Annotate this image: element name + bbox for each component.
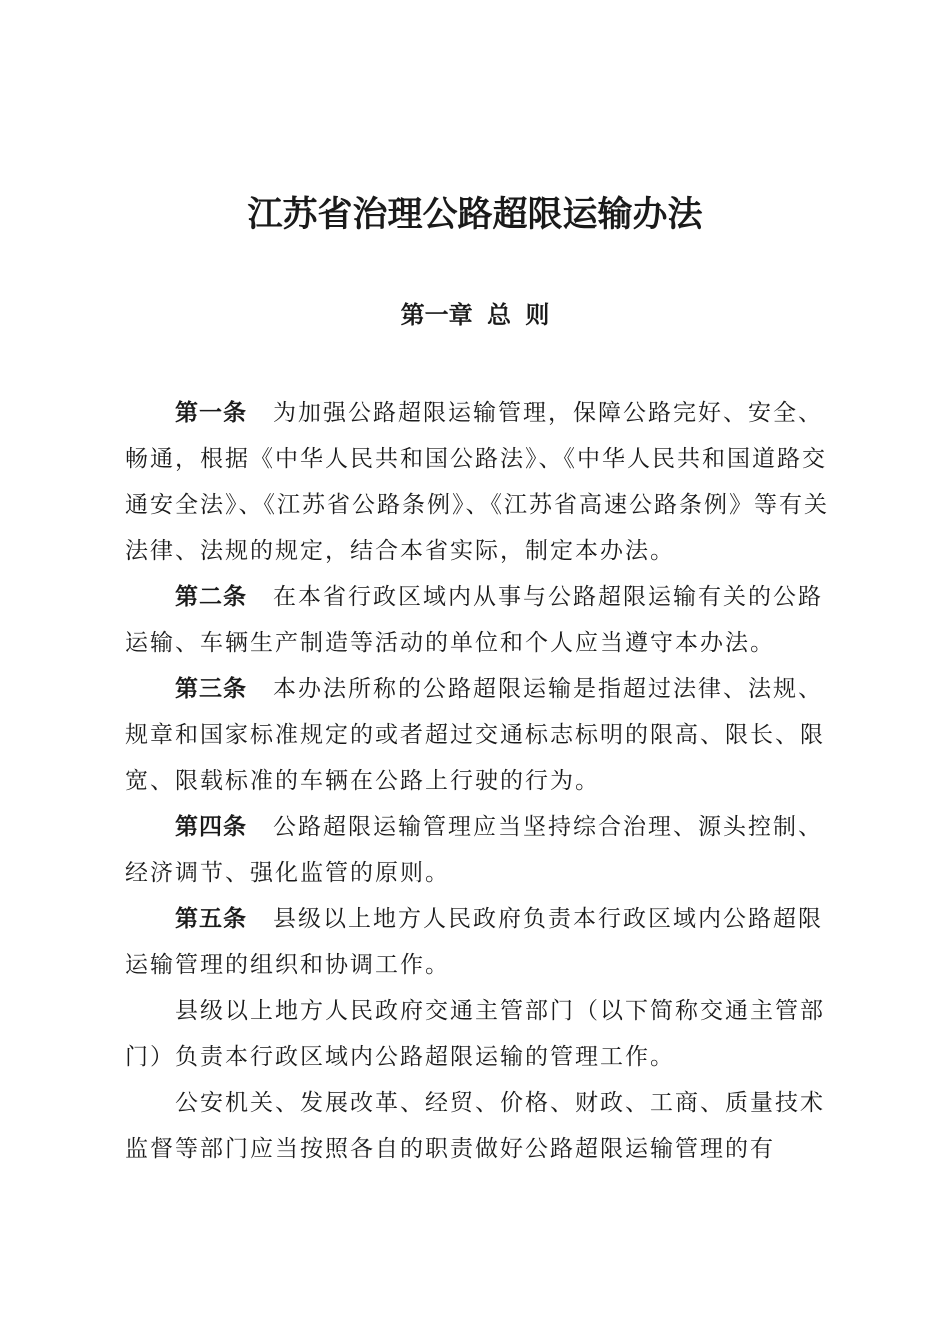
article-number: 第二条	[175, 584, 247, 610]
paragraph-text: 公安机关、发展改革、经贸、价格、财政、工商、质量技术监督等部门应当按照各自的职责做好公路超限运输管理的有	[125, 1090, 825, 1162]
article-text: 为加强公路超限运输管理，保障公路完好、安全、畅通，根据《中华人民共和国公路法》、《中华人民共和国道路交通安全法》、《江苏省公路条例》、《江苏省高速公路条例》等有关法律、法规的规定，结合本省实际，制定本办法。	[125, 400, 829, 564]
paragraph-text: 县级以上地方人民政府交通主管部门（以下简称交通主管部门）负责本行政区域内公路超限运输的管理工作。	[125, 998, 825, 1070]
document-body	[125, 390, 845, 1172]
document-title: 江苏省治理公路超限运输办法	[247, 194, 703, 235]
article-text: 在本省行政区域内从事与公路超限运输有关的公路运输、车辆生产制造等活动的单位和个人应当遵守本办法。	[125, 584, 823, 656]
article-number: 第三条	[175, 676, 247, 702]
article-number: 第五条	[175, 906, 247, 932]
article-text: 本办法所称的公路超限运输是指超过法律、法规、规章和国家标准规定的或者超过交通标志标明的限高、限长、限宽、限载标准的车辆在公路上行驶的行为。	[125, 676, 825, 794]
article-5-paragraph-2	[125, 988, 845, 1080]
article-1	[125, 390, 845, 574]
article-2	[125, 574, 845, 666]
article-5	[125, 896, 845, 988]
article-text: 公路超限运输管理应当坚持综合治理、源头控制、经济调节、强化监管的原则。	[125, 814, 823, 886]
article-3	[125, 666, 845, 804]
article-number: 第一条	[175, 400, 247, 426]
article-5-paragraph-3	[125, 1080, 845, 1172]
article-4	[125, 804, 845, 896]
chapter-heading: 第一章 总 则	[400, 301, 550, 329]
article-number: 第四条	[175, 814, 247, 840]
article-text: 县级以上地方人民政府负责本行政区域内公路超限运输管理的组织和协调工作。	[125, 906, 823, 978]
